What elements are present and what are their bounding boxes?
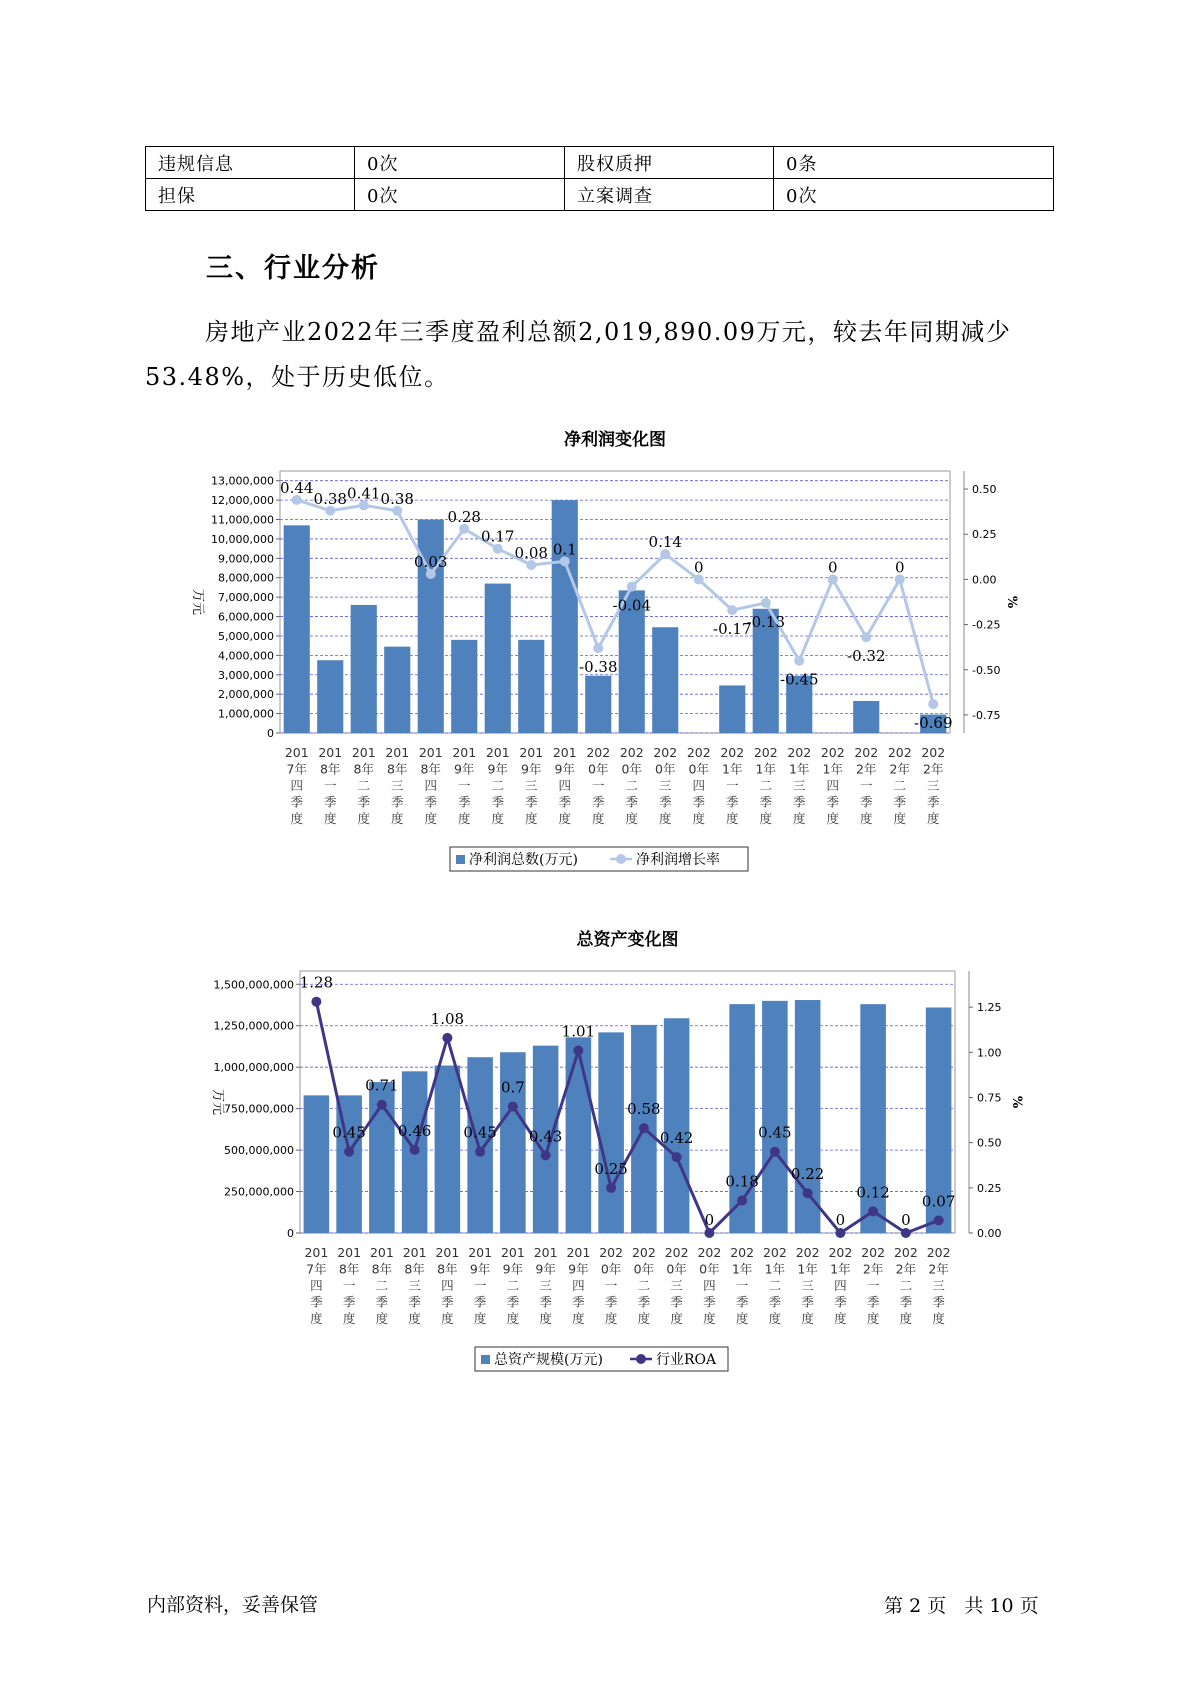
line-point — [410, 1145, 420, 1155]
line-point — [868, 1206, 878, 1216]
legend-label: 总资产规模(万元) — [494, 1352, 603, 1368]
bar — [304, 1095, 330, 1233]
x-tick-label: 201 8年四季度 — [435, 1245, 460, 1326]
x-tick-label: 201 8年四季度 — [418, 745, 443, 826]
chart-title: 总资产变化图 — [576, 930, 679, 950]
x-tick-label: 202 0年四季度 — [697, 1245, 722, 1326]
line-point — [770, 1147, 780, 1157]
x-tick-label: 201 9年二季度 — [500, 1245, 525, 1326]
data-label: 0.1 — [552, 540, 577, 559]
line-point — [606, 1183, 616, 1193]
page-prefix: 第 — [884, 1595, 904, 1617]
x-tick-label: 202 0年一季度 — [599, 1245, 624, 1326]
chart-title: 净利润变化图 — [564, 430, 666, 450]
legend-line-marker — [616, 854, 626, 864]
x-tick-label: 202 1年四季度 — [820, 745, 845, 826]
y-axis-label: 万元 — [190, 588, 205, 616]
x-tick-label: 202 1年三季度 — [795, 1245, 820, 1326]
y-tick-label: 11,000,000 — [211, 513, 274, 527]
data-label: 0.25 — [594, 1159, 628, 1178]
y-tick-label: 13,000,000 — [211, 474, 274, 488]
x-tick-label: 202 2年二季度 — [893, 1245, 918, 1326]
line-point — [593, 643, 603, 653]
line-point — [737, 1195, 747, 1205]
x-tick-label: 202 1年一季度 — [720, 745, 745, 826]
x-tick-label: 201 8年二季度 — [369, 1245, 394, 1326]
x-tick-label: 202 0年四季度 — [686, 745, 711, 826]
line-point — [928, 699, 938, 709]
total-prefix: 共 — [964, 1595, 984, 1617]
bar — [435, 1066, 461, 1233]
line-point — [344, 1147, 354, 1157]
line-point — [803, 1188, 813, 1198]
data-label: -0.04 — [612, 596, 651, 615]
table-row — [146, 147, 1054, 179]
y2-tick-label: -0.25 — [972, 618, 1001, 632]
bar — [566, 1037, 592, 1233]
x-tick-label: 202 1年四季度 — [828, 1245, 853, 1326]
data-label: 0.22 — [790, 1165, 825, 1184]
table-cell: 立案调查 — [565, 179, 774, 211]
y2-tick-label: 0.75 — [977, 1091, 1002, 1105]
x-tick-label: 201 7年四季度 — [304, 1245, 329, 1326]
section-paragraph: 房地产业2022年三季度盈利总额2,019,890.09万元，较去年同期减少53.48%，处于历史低位。 — [145, 318, 1012, 391]
bar — [853, 701, 879, 733]
line-point — [704, 1228, 714, 1238]
data-label: 0 — [693, 558, 704, 577]
data-label: 0.43 — [528, 1127, 563, 1146]
data-label: 0 — [835, 1211, 846, 1229]
x-tick-label: 202 2年一季度 — [854, 745, 879, 826]
x-tick-label: 202 2年三季度 — [926, 1245, 951, 1326]
data-label: 0 — [704, 1211, 715, 1229]
bar — [351, 605, 377, 733]
y2-tick-label: 0.00 — [972, 573, 997, 587]
total-suffix: 页 — [1019, 1595, 1039, 1617]
line-point — [475, 1147, 485, 1157]
line-point — [442, 1033, 452, 1043]
x-tick-label: 201 8年一季度 — [318, 745, 343, 826]
bar — [652, 627, 678, 733]
y2-tick-label: -0.75 — [972, 708, 1001, 722]
data-label: 0.17 — [481, 527, 515, 546]
data-label: 0 — [901, 1211, 911, 1229]
y-tick-label: 8,000,000 — [218, 571, 274, 585]
bar — [467, 1057, 493, 1233]
line-point — [901, 1228, 911, 1238]
x-tick-label: 201 7年四季度 — [284, 745, 309, 826]
y-tick-label: 1,500,000,000 — [213, 978, 294, 992]
x-tick-label: 202 1年二季度 — [753, 745, 778, 826]
line-point — [541, 1150, 551, 1160]
data-label: 0.46 — [397, 1121, 432, 1140]
bar — [518, 640, 544, 733]
x-tick-label: 202 0年三季度 — [653, 745, 678, 826]
x-tick-label: 202 0年一季度 — [586, 745, 611, 826]
y-tick-label: 250,000,000 — [224, 1185, 294, 1199]
y-tick-label: 750,000,000 — [224, 1102, 294, 1116]
bar — [485, 584, 511, 733]
page-total: 10 — [989, 1595, 1014, 1617]
total-assets-chart — [150, 925, 1024, 1385]
y-tick-label: 5,000,000 — [218, 629, 274, 643]
data-label: 0.45 — [463, 1123, 497, 1142]
footer-confidential-note: 内部资料，妥善保管 — [147, 1594, 319, 1616]
y-tick-label: 500,000,000 — [224, 1144, 294, 1158]
bar — [418, 520, 444, 733]
y2-tick-label: 1.00 — [977, 1046, 1002, 1060]
y-tick-label: 0 — [267, 727, 274, 740]
data-label: 0.7 — [500, 1078, 525, 1097]
legend-label: 行业ROA — [656, 1352, 717, 1368]
x-tick-label: 202 0年二季度 — [619, 745, 644, 826]
y-tick-label: 6,000,000 — [218, 610, 274, 624]
bar — [284, 525, 310, 733]
y-tick-label: 1,000,000 — [218, 707, 274, 721]
data-label: 0.45 — [332, 1123, 366, 1142]
y2-axis-label: % — [1004, 595, 1019, 609]
line-point — [639, 1123, 649, 1133]
page-mid: 页 — [927, 1595, 947, 1617]
x-tick-label: 201 8年三季度 — [402, 1245, 427, 1326]
bar — [719, 685, 745, 733]
x-tick-label: 201 8年一季度 — [337, 1245, 362, 1326]
x-tick-label: 201 9年一季度 — [468, 1245, 493, 1326]
data-label: -0.13 — [746, 612, 785, 631]
y-tick-label: 7,000,000 — [218, 591, 274, 605]
data-label: 0.38 — [380, 489, 414, 508]
line-point — [311, 997, 321, 1007]
line-point — [934, 1215, 944, 1225]
data-label: -0.32 — [847, 647, 886, 666]
bar — [585, 676, 611, 733]
y2-tick-label: -0.50 — [972, 663, 1001, 677]
table-cell: 0次 — [774, 179, 1054, 211]
bar — [552, 500, 578, 733]
data-label: 0.38 — [313, 489, 347, 508]
y-tick-label: 3,000,000 — [218, 668, 274, 682]
line-point — [508, 1102, 518, 1112]
x-tick-label: 202 2年一季度 — [861, 1245, 886, 1326]
data-label: -0.45 — [780, 670, 819, 689]
data-label: 0 — [894, 558, 905, 577]
y-tick-label: 10,000,000 — [211, 532, 274, 546]
legend-label: 净利润增长率 — [636, 852, 720, 868]
x-tick-label: 202 0年三季度 — [664, 1245, 689, 1326]
data-label: 0.18 — [725, 1172, 759, 1191]
data-label: 0.12 — [856, 1183, 890, 1202]
x-tick-label: 202 1年一季度 — [730, 1245, 755, 1326]
line-point — [794, 656, 804, 666]
line-point — [761, 598, 771, 608]
table-row — [146, 179, 1054, 211]
y-tick-label: 0 — [287, 1227, 294, 1240]
data-label: 1.08 — [430, 1009, 465, 1028]
y-tick-label: 1,250,000,000 — [213, 1019, 294, 1033]
x-tick-label: 202 2年三季度 — [921, 745, 946, 826]
x-tick-label: 201 9年二季度 — [485, 745, 510, 826]
y-tick-label: 1,000,000,000 — [213, 1061, 294, 1075]
data-label: 0.42 — [659, 1129, 694, 1148]
x-tick-label: 202 2年二季度 — [887, 745, 912, 826]
table-cell: 0次 — [355, 147, 565, 179]
y2-axis-label: % — [1009, 1095, 1024, 1109]
x-tick-label: 201 9年三季度 — [519, 745, 544, 826]
data-label: 0.03 — [414, 552, 448, 571]
line-point — [377, 1100, 387, 1110]
y-axis-label: 万元 — [210, 1088, 225, 1116]
bar — [598, 1032, 624, 1233]
data-label: -0.69 — [914, 714, 953, 733]
x-tick-label: 202 1年二季度 — [762, 1245, 787, 1326]
line-point — [861, 632, 871, 642]
x-tick-label: 201 9年四季度 — [552, 745, 577, 826]
x-tick-label: 201 9年四季度 — [566, 1245, 591, 1326]
bar — [317, 660, 343, 733]
legend-label: 净利润总数(万元) — [469, 852, 578, 868]
y2-tick-label: 0.00 — [977, 1227, 1002, 1240]
chart-svg — [150, 425, 1019, 885]
data-label: 0.14 — [648, 533, 682, 552]
data-label: 1.01 — [561, 1022, 596, 1041]
data-label: 0.41 — [347, 484, 381, 503]
x-tick-label: 201 9年三季度 — [533, 1245, 558, 1326]
line-point — [627, 582, 637, 592]
x-tick-label: 201 8年三季度 — [385, 745, 410, 826]
bar — [664, 1018, 690, 1233]
table-cell: 违规信息 — [146, 147, 355, 179]
data-label: 0 — [827, 558, 838, 577]
y-tick-label: 12,000,000 — [211, 494, 274, 508]
data-label: 0.44 — [280, 478, 314, 497]
x-tick-label: 202 0年二季度 — [631, 1245, 656, 1326]
net-profit-chart — [150, 425, 1019, 885]
y2-tick-label: 0.25 — [972, 528, 997, 542]
table-cell: 0次 — [355, 179, 565, 211]
x-tick-label: 202 1年三季度 — [787, 745, 812, 826]
y-tick-label: 4,000,000 — [218, 649, 274, 663]
legend-bar-swatch — [481, 1355, 490, 1364]
x-tick-label: 201 8年二季度 — [351, 745, 376, 826]
bar — [451, 640, 477, 733]
line-point — [672, 1152, 682, 1162]
data-label: -0.17 — [713, 620, 752, 639]
data-label: 0.28 — [447, 507, 481, 526]
x-tick-label: 201 9年一季度 — [452, 745, 477, 826]
data-label: 0.71 — [365, 1076, 399, 1095]
y-tick-label: 2,000,000 — [218, 688, 274, 702]
legend-bar-swatch — [456, 855, 465, 864]
bar — [384, 647, 410, 733]
section-heading: 三、行业分析 — [206, 253, 380, 284]
legend-line-marker — [636, 1354, 646, 1364]
data-label: 0.45 — [758, 1123, 792, 1142]
y2-tick-label: 0.25 — [977, 1181, 1002, 1195]
footer-page-number — [884, 1591, 1039, 1618]
line-point — [835, 1228, 845, 1238]
line-point — [727, 605, 737, 615]
y-tick-label: 9,000,000 — [218, 552, 274, 566]
data-label: -0.38 — [579, 658, 618, 677]
chart-svg — [150, 925, 1024, 1385]
bar — [762, 1001, 788, 1233]
page-current: 2 — [909, 1595, 922, 1617]
line-point — [573, 1046, 583, 1056]
data-label: 0.58 — [627, 1100, 661, 1119]
y2-tick-label: 1.25 — [977, 1001, 1002, 1015]
table-cell: 股权质押 — [565, 147, 774, 179]
y2-tick-label: 0.50 — [972, 483, 997, 497]
data-label: 1.28 — [299, 973, 334, 992]
table-cell: 担保 — [146, 179, 355, 211]
y2-tick-label: 0.50 — [977, 1136, 1002, 1150]
info-table — [145, 146, 1054, 211]
table-cell: 0条 — [774, 147, 1054, 179]
data-label: 0.08 — [514, 543, 548, 562]
data-label: 0.07 — [921, 1192, 956, 1211]
